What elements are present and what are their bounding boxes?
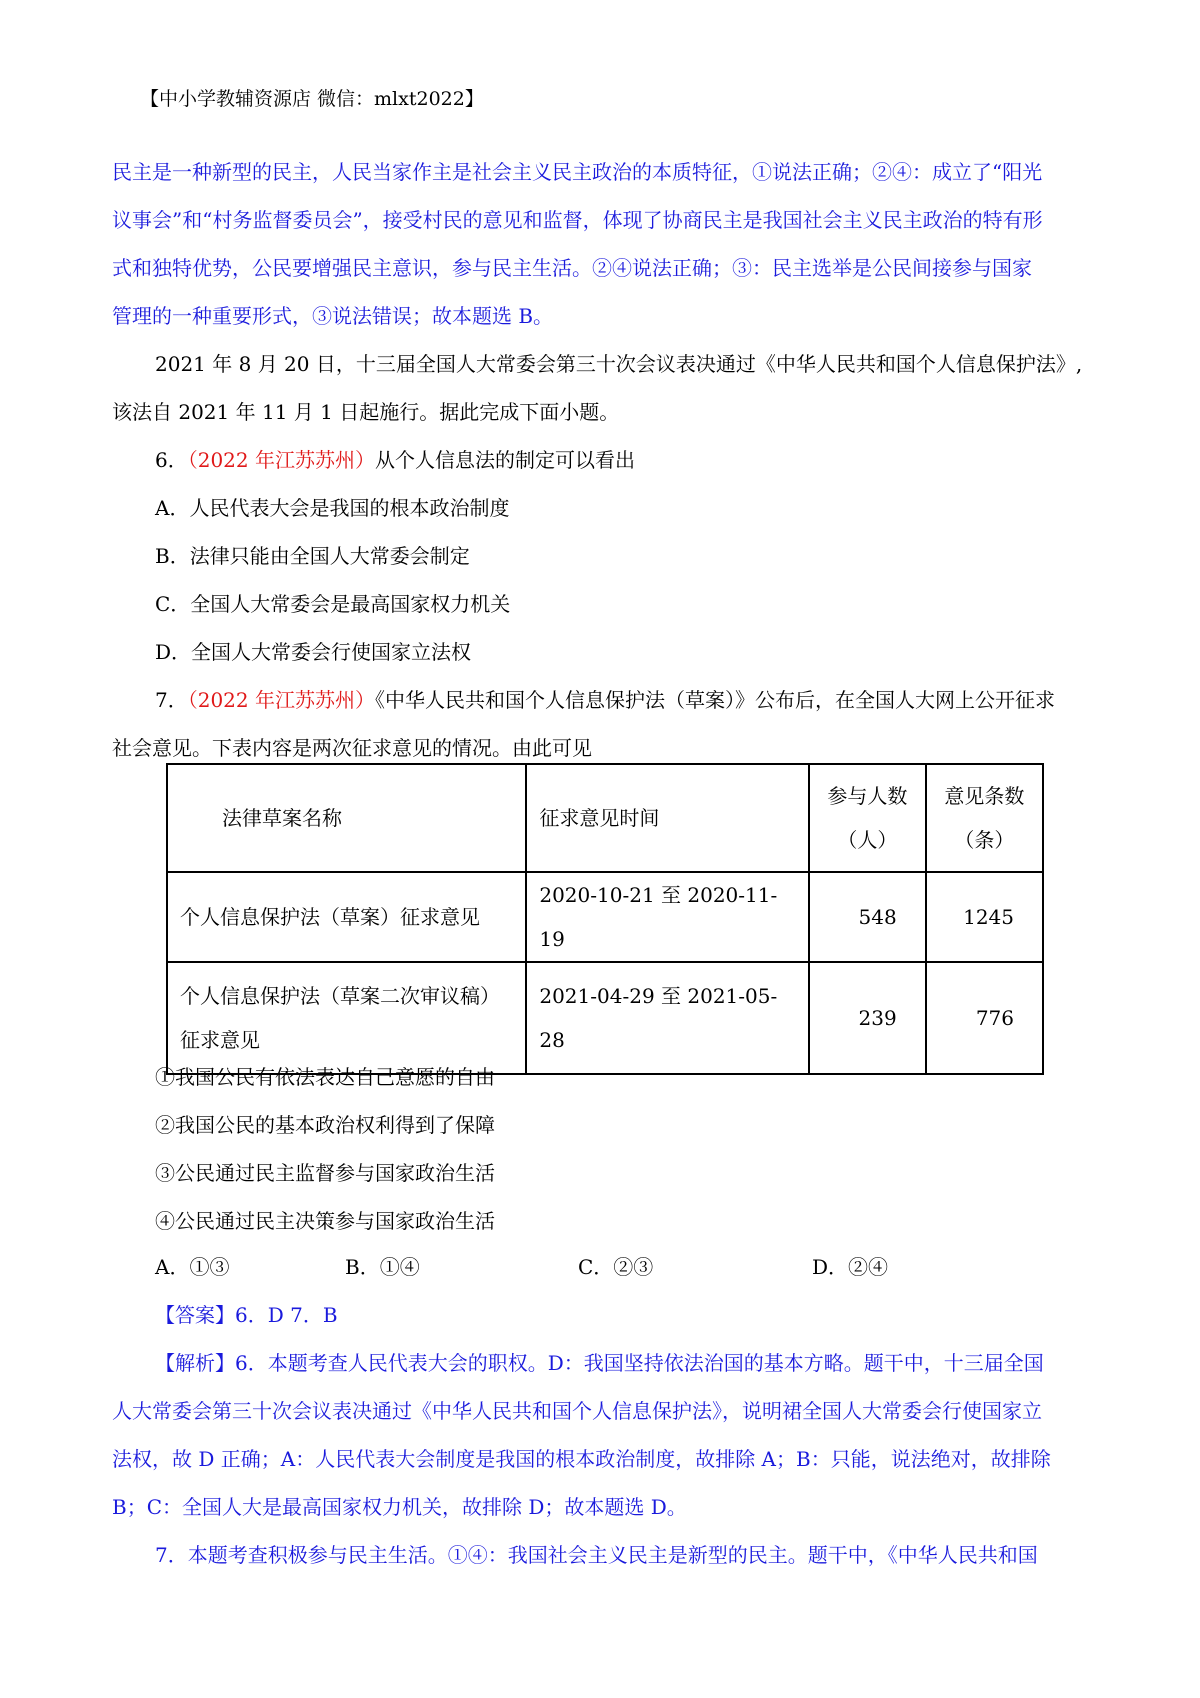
row-1-people: 548 [809,872,926,962]
question-6-option-c: C．全国人大常委会是最高国家权力机关 [155,592,511,616]
prev-analysis-line-3: 式和独特优势，公民要增强民主意识，参与民主生活。②④说法正确；③：民主选举是公民间接参与国家 [112,256,1032,280]
question-6-option-b: B．法律只能由全国人大常委会制定 [155,544,470,568]
row-1-name: 个人信息保护法（草案）征求意见 [167,872,526,962]
table-row [167,962,1043,1074]
row-2-people: 239 [809,962,926,1074]
analysis-line-1 [155,1348,1044,1378]
header-law-name: 法律草案名称 [167,764,526,872]
prev-analysis-line-2: 议事会”和“村务监督委员会”，接受村民的意见和监督，体现了协商民主是我国社会主义民主政治的特有形 [112,208,1043,232]
choice-d: D．②④ [812,1255,889,1279]
question-7-stem [155,685,1055,715]
row-2-time: 2021-04-29 至 2021-05-28 [526,962,809,1074]
header-participants-label: 参与人数 [827,784,908,808]
statement-3: ③公民通过民主监督参与国家政治生活 [155,1161,495,1185]
question-7-stem-line-2: 社会意见。下表内容是两次征求意见的情况。由此可见 [112,736,592,760]
header-opinions-label: 意见条数 [944,784,1025,808]
header-opinions-unit: （条） [954,828,1015,852]
answer-label: 【答案】 [155,1303,235,1327]
header-watermark: 【中小学教辅资源店 微信：mlxt2022】 [140,88,484,110]
analysis-label: 【解析】 [155,1351,235,1375]
row-2-name-line-2: 征求意见 [180,1028,260,1052]
table-row [167,872,1043,962]
question-6-number: 6． [155,448,188,472]
analysis-line-2: 人大常委会第三十次会议表决通过《中华人民共和国个人信息保护法》，说明裙全国人大常委会行使国家立 [112,1399,1042,1423]
choice-b: B．①④ [345,1255,420,1279]
statement-1: ①我国公民有依法表达自己意愿的自由 [155,1065,495,1089]
header-time: 征求意见时间 [526,764,809,872]
statement-2: ②我国公民的基本政治权利得到了保障 [155,1113,495,1137]
row-1-time: 2020-10-21 至 2020-11-19 [526,872,809,962]
prev-analysis-line-4: 管理的一种重要形式，③说法错误；故本题选 B。 [112,304,554,328]
material-line-2: 该法自 2021 年 11 月 1 日起施行。据此完成下面小题。 [112,400,620,424]
analysis-line-5: 7．本题考查积极参与民主生活。①④：我国社会主义民主是新型的民主。题干中，《中华人民共和国 [155,1543,1038,1567]
question-7-number: 7． [155,688,188,712]
analysis-text-1: 6．本题考查人民代表大会的职权。D：我国坚持依法治国的基本方略。题干中，十三届全国 [235,1351,1044,1375]
prev-analysis-line-1: 民主是一种新型的民主，人民当家作主是社会主义民主政治的本质特征，①说法正确；②④：成立了“阳光 [112,160,1043,184]
row-2-opinions: 776 [926,962,1043,1074]
question-6-option-d: D．全国人大常委会行使国家立法权 [155,640,472,664]
table-header-row [167,764,1043,872]
analysis-line-4: B；C：全国人大是最高国家权力机关，故排除 D；故本题选 D。 [112,1495,687,1519]
row-2-name-line-1: 个人信息保护法（草案二次审议稿） [180,984,500,1008]
material-line-1: 2021 年 8 月 20 日，十三届全国人大常委会第三十次会议表决通过《中华人民共和国个人信息保护法》, [155,352,1083,376]
header-opinions [926,764,1043,872]
question-7-text: 《中华人民共和国个人信息保护法（草案）》公布后，在全国人大网上公开征求 [375,688,1055,712]
header-participants-unit: （人） [837,828,898,852]
question-6-stem [155,445,635,475]
question-7-source: （2022 年江苏苏州） [187,688,375,712]
choice-c: C．②③ [578,1255,654,1279]
row-1-opinions: 1245 [926,872,1043,962]
opinion-table [166,763,1044,1075]
row-2-name [167,962,526,1074]
answer-line [155,1300,338,1330]
choice-a: A．①③ [155,1255,230,1279]
question-6-option-a: A．人民代表大会是我国的根本政治制度 [155,496,510,520]
analysis-line-3: 法权，故 D 正确；A：人民代表大会制度是我国的根本政治制度，故排除 A；B：只能，说法绝对，故排除 [112,1447,1051,1471]
answer-text: 6．D 7．B [235,1303,338,1327]
header-participants [809,764,926,872]
question-7-choices [0,1252,1200,1282]
statement-4: ④公民通过民主决策参与国家政治生活 [155,1209,495,1233]
question-6-source: （2022 年江苏苏州） [187,448,375,472]
question-6-text: 从个人信息法的制定可以看出 [375,448,635,472]
